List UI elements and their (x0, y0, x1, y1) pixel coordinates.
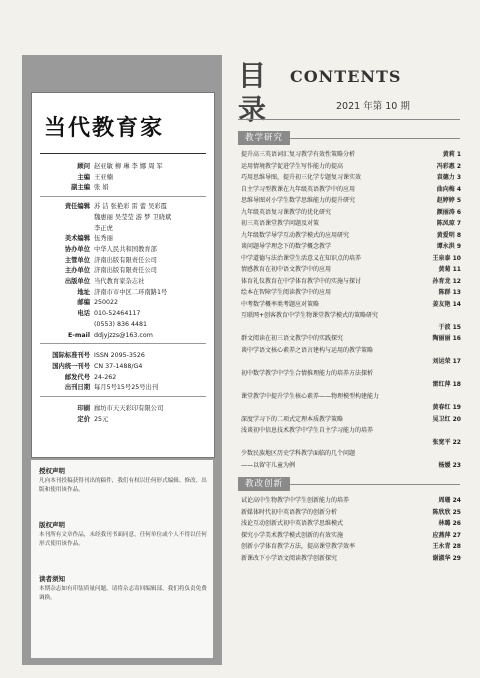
rights-notice-box (31, 460, 213, 658)
toc-entry[interactable] (241, 253, 461, 265)
info-value: 每月5号15号25号出刊 (94, 384, 159, 392)
toc-entry-author-page: 袁德力 3 (436, 174, 461, 181)
info-label: 定价 (77, 415, 90, 423)
rights-text: 本期杂志如有印装质量问题，请将杂志寄回编辑部，我们将负责免费调换。 (39, 586, 207, 601)
info-value: 25元 (94, 415, 109, 423)
section-tag: 教改创新 (238, 477, 290, 491)
toc-entry-author-page: 曲向梅 4 (436, 185, 461, 193)
toc-entry[interactable] (241, 518, 461, 530)
toc-entry-title: 创新小学体育教学方法，提高课堂教学效率 (241, 543, 356, 550)
toc-entry-title: 少数民族地区历史学科教学面临的几个问题 (241, 450, 356, 457)
toc-entry-title: 浅谈初中信息技术教学中学生自主学习能力的培养 (241, 427, 374, 434)
info-value: 廊坊市天天彩印有限公司 (94, 405, 164, 412)
info-value: 24-262 (94, 373, 117, 381)
toc-entry-author-page: 陶丽丽 16 (432, 335, 461, 342)
section-header (238, 131, 460, 145)
rights-text: 凡向本刊投稿获得刊出的稿件，我们有权以任何形式编辑、修改、出版和使用该作品。 (39, 478, 207, 493)
info-row (32, 202, 214, 211)
info-value: ISSN 2095-3526 (94, 352, 145, 360)
info-value: 赵亚敏 柳 琳 李 娜 周 军 (94, 163, 163, 170)
toc-entry-title: 思维导图对小学生数学思维能力的提升研究 (241, 197, 356, 204)
info-value: 伍秀丽 (94, 235, 113, 243)
toc-entry-title: 浅论互动创新式初中英语教学思维模式 (241, 520, 344, 527)
toc-entry[interactable] (241, 379, 461, 391)
info-value: 苏 洁 张艳彩 雷 蕾 吴彩霞 (94, 203, 167, 211)
toc-entry-title: 新媒体时代初中英语教学的创新分析 (241, 508, 338, 516)
info-label: 主办单位 (64, 267, 90, 275)
toc-entry-author-page: 黄春红 19 (432, 404, 461, 411)
toc-entry-author-page: 黄莉 1 (442, 151, 461, 158)
info-row (32, 173, 214, 182)
info-value: ddjyjzzs@163.com (94, 331, 153, 339)
toc-entry-title: 提升高三英语词汇复习教学有效性策略分析 (241, 151, 356, 158)
rights-title: 授权声明 (39, 467, 65, 475)
info-row (32, 277, 214, 286)
info-label: 主管单位 (64, 256, 90, 264)
masthead-divider (40, 153, 206, 154)
toc-entry-title: 初中数学教学中学生合情推理能力的培养方法探析 (241, 369, 374, 377)
toc-entry[interactable] (241, 241, 461, 253)
toc-header-divider (238, 119, 460, 120)
toc-entry[interactable] (241, 322, 461, 334)
masthead-info-box (31, 92, 215, 458)
info-row (32, 404, 214, 413)
info-value: 张 娟 (94, 184, 109, 192)
info-label: 地址 (77, 288, 90, 296)
toc-entry[interactable] (241, 448, 461, 460)
toc-entry-author-page: 应燕萍 27 (432, 531, 461, 539)
toc-entry[interactable] (241, 495, 461, 507)
info-value: 李正虎 (94, 224, 113, 232)
toc-entry-title: 自主学习型教课在九年级英语教学中的应用 (241, 185, 356, 193)
info-value: 250022 (94, 299, 119, 307)
toc-entry-author-page: 王泉泰 10 (432, 254, 461, 262)
toc-entry-author-page: 谢淑华 29 (432, 554, 461, 562)
info-row (32, 213, 214, 222)
toc-entry[interactable] (241, 172, 461, 184)
rights-title: 版权声明 (39, 521, 65, 529)
info-row (32, 298, 214, 307)
info-label: 出刊日期 (64, 384, 90, 392)
toc-entry-author-page: 陈凤琼 7 (436, 220, 461, 227)
info-row (32, 362, 214, 371)
toc-entry[interactable] (241, 287, 461, 299)
toc-entry-author-page: 杨媛 23 (438, 461, 461, 469)
toc-entry-title: 试论高中生物教学中学生创新能力的培养 (241, 497, 350, 504)
toc-entry-author-page: 刘运荣 17 (432, 358, 461, 365)
info-value: 王亚楠 (94, 173, 113, 181)
info-row (32, 383, 214, 392)
toc-entry[interactable] (241, 184, 461, 196)
toc-entry-author-page: 颜丽涛 6 (436, 208, 461, 216)
info-row (32, 266, 214, 275)
toc-entry-title: 运用情境教学促进学生写作能力的提高 (241, 162, 344, 170)
info-row (32, 415, 214, 424)
toc-entry[interactable] (241, 414, 461, 426)
info-label: 责任编辑 (64, 203, 90, 211)
toc-heading-contents: CONTENTS (290, 67, 402, 86)
info-separator (40, 396, 206, 397)
info-row (32, 288, 214, 297)
toc-heading-lu: 录 (238, 93, 267, 126)
toc-entry[interactable] (241, 402, 461, 414)
info-separator (40, 343, 206, 344)
toc-entry-title: 课堂教学中提升学生核心素养——物理模型构建能力 (241, 392, 380, 400)
info-label: 美术编辑 (64, 235, 90, 243)
toc-entry-title: 绘本在智障学生阅读教学中的应用 (241, 289, 332, 296)
info-row (32, 183, 214, 192)
rights-title: 读者须知 (39, 575, 65, 583)
info-label: 国际标准刊号 (52, 352, 90, 360)
section-tag: 教学研究 (238, 131, 290, 145)
toc-entry[interactable] (241, 310, 461, 322)
toc-entry[interactable] (241, 460, 461, 472)
toc-entry-title: 中考数学概率类考题应对策略 (241, 300, 320, 308)
toc-entry-author-page: 林璐 26 (438, 520, 461, 527)
toc-entry-author-page: 陈群 13 (438, 289, 461, 296)
section-rule (290, 138, 460, 139)
info-label: 出版单位 (64, 278, 90, 285)
section-header (238, 477, 460, 491)
info-row (32, 320, 214, 329)
toc-entry[interactable] (241, 218, 461, 230)
toc-entry-author-page: 冯彩惠 2 (436, 162, 461, 170)
info-label: 印刷 (77, 405, 90, 412)
toc-entry-title: ——以留守儿童为例 (241, 461, 296, 469)
info-row (32, 234, 214, 243)
toc-entry-author-page: 张宽平 22 (432, 438, 461, 446)
info-value: 魏惠丽 吴莹莹 游 梦 卫晓斌 (94, 213, 172, 221)
info-row (32, 373, 214, 382)
info-row (32, 224, 214, 233)
rights-text: 本刊所有文章作品，未经我刊书面同意，任何单位或个人不得以任何形式使用该作品。 (39, 532, 207, 547)
toc-entry[interactable] (241, 553, 461, 565)
toc-entry-title: 群文阅读在初三语文教学中的实践探究 (241, 335, 344, 342)
info-row (32, 256, 214, 265)
toc-entry-title: 谈中学语文核心素养之语言建构与运用的教学策略 (241, 346, 374, 354)
info-label: 顾问 (77, 163, 90, 170)
info-row (32, 331, 214, 340)
toc-entry-author-page: 谭永洪 9 (436, 243, 461, 250)
toc-entry-title: 谈问题导学理念下的数学概念教学 (241, 243, 332, 250)
toc-entry[interactable] (241, 530, 461, 542)
toc-entry-author-page: 孙育龙 12 (432, 277, 461, 285)
toc-entry-title: 体育礼仪教育在中学体育教学中的实施与探讨 (241, 277, 362, 285)
info-value: 济南市市中区二环南路1号 (94, 288, 168, 296)
section-rule (290, 484, 460, 485)
info-label: 邮编 (77, 299, 90, 307)
toc-entry[interactable] (241, 541, 461, 553)
info-value: 010-52464117 (94, 310, 141, 318)
toc-entry-author-page: 于波 15 (438, 323, 461, 331)
toc-entry[interactable] (241, 149, 461, 161)
info-row (32, 351, 214, 360)
info-label: 协办单位 (64, 245, 90, 253)
toc-entry-title: 情感教育在初中语文教学中的应用 (241, 266, 332, 273)
toc-entry-author-page: 雷红萍 18 (432, 381, 461, 388)
toc-entry-title: 九年级英语复习课教学的优化研究 (241, 208, 332, 216)
toc-entry-author-page: 王永青 28 (432, 543, 461, 550)
toc-entry[interactable] (241, 425, 461, 437)
toc-entry[interactable] (241, 507, 461, 519)
toc-entry-title: 中学道德与法治课堂生活意义在知识点的培养 (241, 254, 362, 262)
toc-entry-title: 初三英语课堂教学问题及对策 (241, 220, 320, 227)
toc-entry[interactable] (241, 356, 461, 368)
info-row (32, 309, 214, 318)
toc-entry[interactable] (241, 264, 461, 276)
info-row (32, 245, 214, 254)
info-label: 主编 (77, 173, 90, 181)
info-label: 电话 (77, 310, 90, 318)
toc-entry-title: 新课改下小学语文阅读教学创新探究 (241, 554, 338, 562)
toc-heading-mu: 目 (238, 59, 267, 92)
toc-entry-author-page: 陈欣欣 25 (432, 508, 461, 516)
toc-entry-author-page: 黄爱明 8 (436, 231, 461, 239)
issue-number: 2021 年第 10 期 (336, 101, 410, 112)
toc-entry-title: 互联网+创客教育中学生物课堂教学模式的策略研究 (241, 312, 379, 319)
info-label: 国内统一刊号 (52, 362, 90, 370)
toc-entry[interactable] (241, 345, 461, 357)
info-label: 邮发代号 (64, 373, 90, 381)
toc-entry-author-page: 黄菊 11 (438, 266, 461, 273)
info-separator (40, 196, 206, 197)
toc-entry-title: 探究小学美术教学模式创新的有效实施 (241, 531, 344, 539)
toc-entry-author-page: 吴卫红 20 (432, 415, 461, 423)
toc-entry-title: 深度学习下的二项式定理本质教学策略 (241, 415, 344, 423)
toc-entry[interactable] (241, 207, 461, 219)
info-value: (0553) 836 4481 (94, 320, 147, 328)
toc-entry-title: 巧用思维导图，提升初三化学专题复习课实效 (241, 174, 362, 181)
info-label: 副主编 (71, 184, 90, 192)
toc-entry-title: 九年级数学导学互动教学模式的应用研究 (241, 231, 350, 239)
toc-entry-author-page: 姜友艳 14 (432, 300, 461, 308)
toc-entry[interactable] (241, 161, 461, 173)
info-value: 中华人民共和国教育部 (94, 245, 157, 253)
toc-entry[interactable] (241, 437, 461, 449)
toc-entry[interactable] (241, 299, 461, 311)
toc-entry[interactable] (241, 230, 461, 242)
info-value: CN 37-1488/G4 (94, 362, 143, 370)
toc-entry-author-page: 赵婷婷 5 (436, 197, 461, 204)
info-row (32, 162, 214, 171)
toc-entry[interactable] (241, 195, 461, 207)
toc-entry[interactable] (241, 368, 461, 380)
toc-entry-author-page: 周珊 24 (438, 497, 461, 504)
info-value: 当代教育家杂志社 (94, 278, 145, 285)
info-value: 济南出版有限责任公司 (94, 256, 157, 264)
masthead-title: 当代教育家 (44, 115, 165, 141)
info-label: E-mail (67, 331, 90, 339)
toc-entry[interactable] (241, 276, 461, 288)
info-value: 济南出版有限责任公司 (94, 267, 157, 275)
toc-entry[interactable] (241, 391, 461, 403)
toc-entry[interactable] (241, 333, 461, 345)
